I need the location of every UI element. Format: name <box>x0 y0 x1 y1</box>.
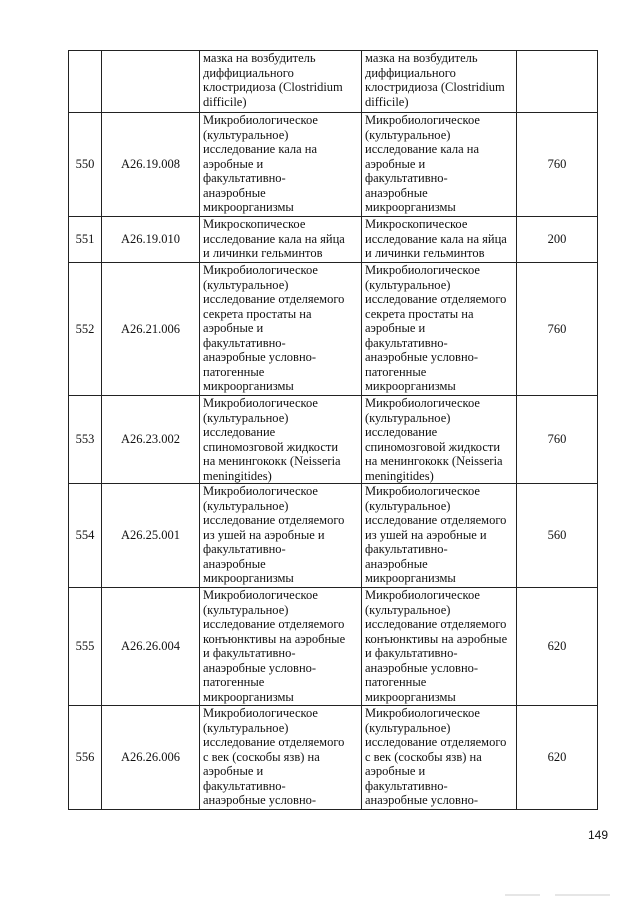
service-name: Микробиологическое (культуральное) исследование отделяемого из ушей на аэробные и факультативно- анаэробные микроорганизмы <box>200 484 362 588</box>
service-name-duplicate: Микроскопическое исследование кала на яйца и личинки гельминтов <box>362 217 517 263</box>
service-code: А26.19.008 <box>102 113 200 217</box>
service-code: А26.25.001 <box>102 484 200 588</box>
service-price: 560 <box>517 484 598 588</box>
table-row <box>69 484 598 588</box>
table-row <box>69 51 598 113</box>
service-code: А26.21.006 <box>102 263 200 396</box>
scan-artifact <box>505 894 540 896</box>
table-row <box>69 706 598 810</box>
service-name-duplicate: Микробиологическое (культуральное) исследование отделяемого конъюнктивы на аэробные и факультативно- анаэробные условно- патогенные микроорганизмы <box>362 588 517 706</box>
service-code: А26.26.004 <box>102 588 200 706</box>
page-number: 149 <box>588 828 609 842</box>
row-number: 555 <box>69 588 102 706</box>
row-number: 552 <box>69 263 102 396</box>
service-price: 620 <box>517 706 598 810</box>
table-row <box>69 588 598 706</box>
service-name: Микробиологическое (культуральное) исследование кала на аэробные и факультативно- анаэробные микроорганизмы <box>200 113 362 217</box>
service-name: мазка на возбудитель диффициального клостридиоза (Clostridium difficile) <box>200 51 362 113</box>
service-code: А26.26.006 <box>102 706 200 810</box>
service-code <box>102 51 200 113</box>
service-name: Микробиологическое (культуральное) исследование отделяемого конъюнктивы на аэробные и факультативно- анаэробные условно- патогенные микроорганизмы <box>200 588 362 706</box>
row-number: 554 <box>69 484 102 588</box>
service-name: Микробиологическое (культуральное) исследование отделяемого с век (соскобы язв) на аэробные и факультативно- анаэробные условно- <box>200 706 362 810</box>
service-price: 760 <box>517 263 598 396</box>
service-name-duplicate: Микробиологическое (культуральное) исследование отделяемого с век (соскобы язв) на аэробные и факультативно- анаэробные условно- <box>362 706 517 810</box>
service-price: 760 <box>517 113 598 217</box>
service-name-duplicate: Микробиологическое (культуральное) исследование отделяемого секрета простаты на аэробные и факультативно- анаэробные условно- патогенные микроорганизмы <box>362 263 517 396</box>
table-row <box>69 263 598 396</box>
service-name: Микроскопическое исследование кала на яйца и личинки гельминтов <box>200 217 362 263</box>
row-number: 553 <box>69 396 102 484</box>
service-name: Микробиологическое (культуральное) исследование отделяемого секрета простаты на аэробные и факультативно- анаэробные условно- патогенные микроорганизмы <box>200 263 362 396</box>
row-number: 551 <box>69 217 102 263</box>
service-code: А26.19.010 <box>102 217 200 263</box>
service-name: Микробиологическое (культуральное) исследование спиномозговой жидкости на менингококк (Neisseria meningitides) <box>200 396 362 484</box>
service-price: 760 <box>517 396 598 484</box>
service-code: А26.23.002 <box>102 396 200 484</box>
table-row <box>69 396 598 484</box>
table-row <box>69 113 598 217</box>
table-row <box>69 217 598 263</box>
row-number <box>69 51 102 113</box>
services-price-table <box>68 50 598 810</box>
service-name-duplicate: Микробиологическое (культуральное) исследование кала на аэробные и факультативно- анаэробные микроорганизмы <box>362 113 517 217</box>
service-price <box>517 51 598 113</box>
service-price: 200 <box>517 217 598 263</box>
scan-artifact <box>555 894 610 896</box>
service-name-duplicate: мазка на возбудитель диффициального клостридиоза (Clostridium difficile) <box>362 51 517 113</box>
row-number: 556 <box>69 706 102 810</box>
service-price: 620 <box>517 588 598 706</box>
service-name-duplicate: Микробиологическое (культуральное) исследование отделяемого из ушей на аэробные и факультативно- анаэробные микроорганизмы <box>362 484 517 588</box>
service-name-duplicate: Микробиологическое (культуральное) исследование спиномозговой жидкости на менингококк (Neisseria meningitides) <box>362 396 517 484</box>
row-number: 550 <box>69 113 102 217</box>
